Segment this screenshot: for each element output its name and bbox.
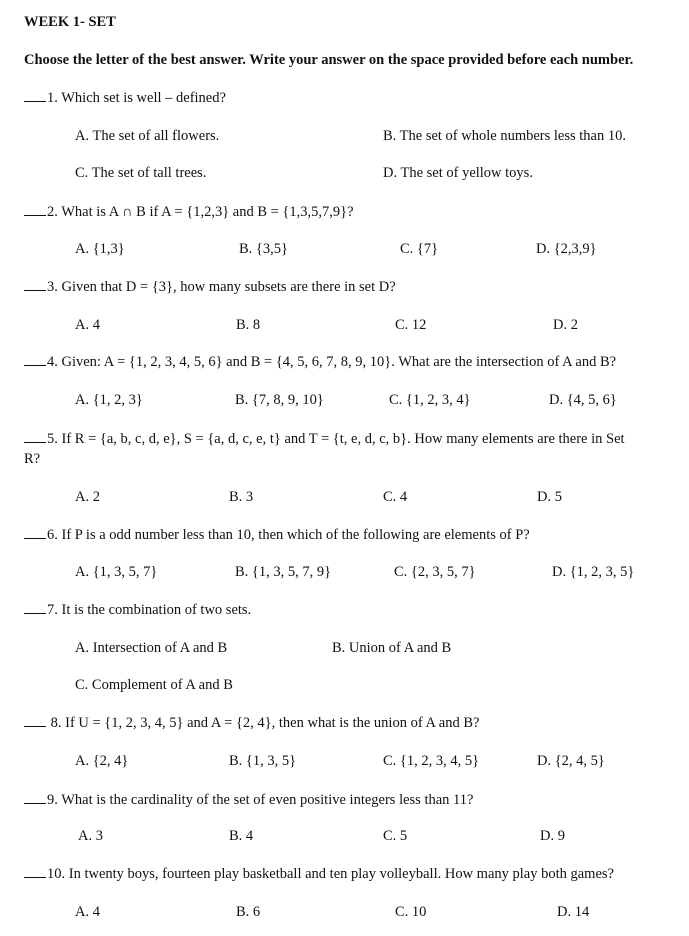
choice-3d: D. 2	[553, 317, 578, 333]
answer-blank[interactable]	[24, 714, 46, 727]
question-1: 1. Which set is well – defined?	[24, 89, 226, 107]
choice-6b: B. {1, 3, 5, 7, 9}	[235, 564, 332, 580]
choice-2b: B. {3,5}	[239, 241, 288, 257]
choice-1d: D. The set of yellow toys.	[383, 165, 533, 181]
choice-5c: C. 4	[383, 489, 408, 505]
question-9: 9. What is the cardinality of the set of even positive integers less than 11?	[24, 791, 473, 809]
choice-2d: D. {2,3,9}	[536, 241, 597, 257]
choice-10a: A. 4	[75, 904, 100, 920]
question-7: 7. It is the combination of two sets.	[24, 601, 251, 619]
choice-7b: B. Union of A and B	[332, 640, 452, 656]
answer-blank[interactable]	[24, 278, 46, 291]
question-8: 8. If U = {1, 2, 3, 4, 5} and A = {2, 4}, then what is the union of A and B?	[24, 714, 479, 732]
answer-blank[interactable]	[24, 601, 46, 614]
choice-10b: B. 6	[236, 904, 261, 920]
answer-blank[interactable]	[24, 430, 46, 443]
choice-7a: A. Intersection of A and B	[75, 640, 228, 656]
choice-5d: D. 5	[537, 489, 562, 505]
answer-blank[interactable]	[24, 203, 46, 216]
question-3: 3. Given that D = {3}, how many subsets are there in set D?	[24, 278, 396, 296]
choice-10d: D. 14	[557, 904, 590, 920]
question-5-continued: R?	[24, 451, 41, 467]
choice-5a: A. 2	[75, 489, 100, 505]
answer-blank[interactable]	[24, 353, 46, 366]
question-4: 4. Given: A = {1, 2, 3, 4, 5, 6} and B = {4, 5, 6, 7, 8, 9, 10}. What are the intersection of A and B?	[24, 353, 616, 371]
choice-7c: C. Complement of A and B	[75, 677, 233, 693]
answer-blank[interactable]	[24, 526, 46, 539]
choice-6a: A. {1, 3, 5, 7}	[75, 564, 158, 580]
choice-4d: D. {4, 5, 6}	[549, 392, 617, 408]
choice-3c: C. 12	[395, 317, 427, 333]
choice-6c: C. {2, 3, 5, 7}	[394, 564, 476, 580]
choice-1a: A. The set of all flowers.	[75, 128, 220, 144]
choice-9b: B. 4	[229, 828, 254, 844]
choice-1c: C. The set of tall trees.	[75, 165, 207, 181]
page-title: WEEK 1- SET	[24, 14, 116, 30]
choice-8b: B. {1, 3, 5}	[229, 753, 297, 769]
choice-5b: B. 3	[229, 489, 254, 505]
choice-9d: D. 9	[540, 828, 565, 844]
answer-blank[interactable]	[24, 865, 46, 878]
answer-blank[interactable]	[24, 791, 46, 804]
choice-1b: B. The set of whole numbers less than 10.	[383, 128, 626, 144]
instructions: Choose the letter of the best answer. Write your answer on the space provided before each number.	[24, 52, 634, 68]
choice-2c: C. {7}	[400, 241, 439, 257]
question-5: 5. If R = {a, b, c, d, e}, S = {a, d, c, e, t} and T = {t, e, d, c, b}. How many elements are there in Set	[24, 430, 625, 448]
answer-blank[interactable]	[24, 89, 46, 102]
choice-8d: D. {2, 4, 5}	[537, 753, 605, 769]
choice-10c: C. 10	[395, 904, 427, 920]
choice-4c: C. {1, 2, 3, 4}	[389, 392, 471, 408]
choice-3a: A. 4	[75, 317, 100, 333]
choice-9c: C. 5	[383, 828, 408, 844]
choice-6d: D. {1, 2, 3, 5}	[552, 564, 635, 580]
question-10: 10. In twenty boys, fourteen play basketball and ten play volleyball. How many play both games?	[24, 865, 614, 883]
choice-3b: B. 8	[236, 317, 261, 333]
choice-8a: A. {2, 4}	[75, 753, 129, 769]
choice-2a: A. {1,3}	[75, 241, 125, 257]
question-2: 2. What is A ∩ B if A = {1,2,3} and B = {1,3,5,7,9}?	[24, 203, 354, 221]
choice-8c: C. {1, 2, 3, 4, 5}	[383, 753, 480, 769]
choice-4b: B. {7, 8, 9, 10}	[235, 392, 324, 408]
choice-9a: A. 3	[78, 828, 103, 844]
choice-4a: A. {1, 2, 3}	[75, 392, 143, 408]
question-6: 6. If P is a odd number less than 10, then which of the following are elements of P?	[24, 526, 530, 544]
